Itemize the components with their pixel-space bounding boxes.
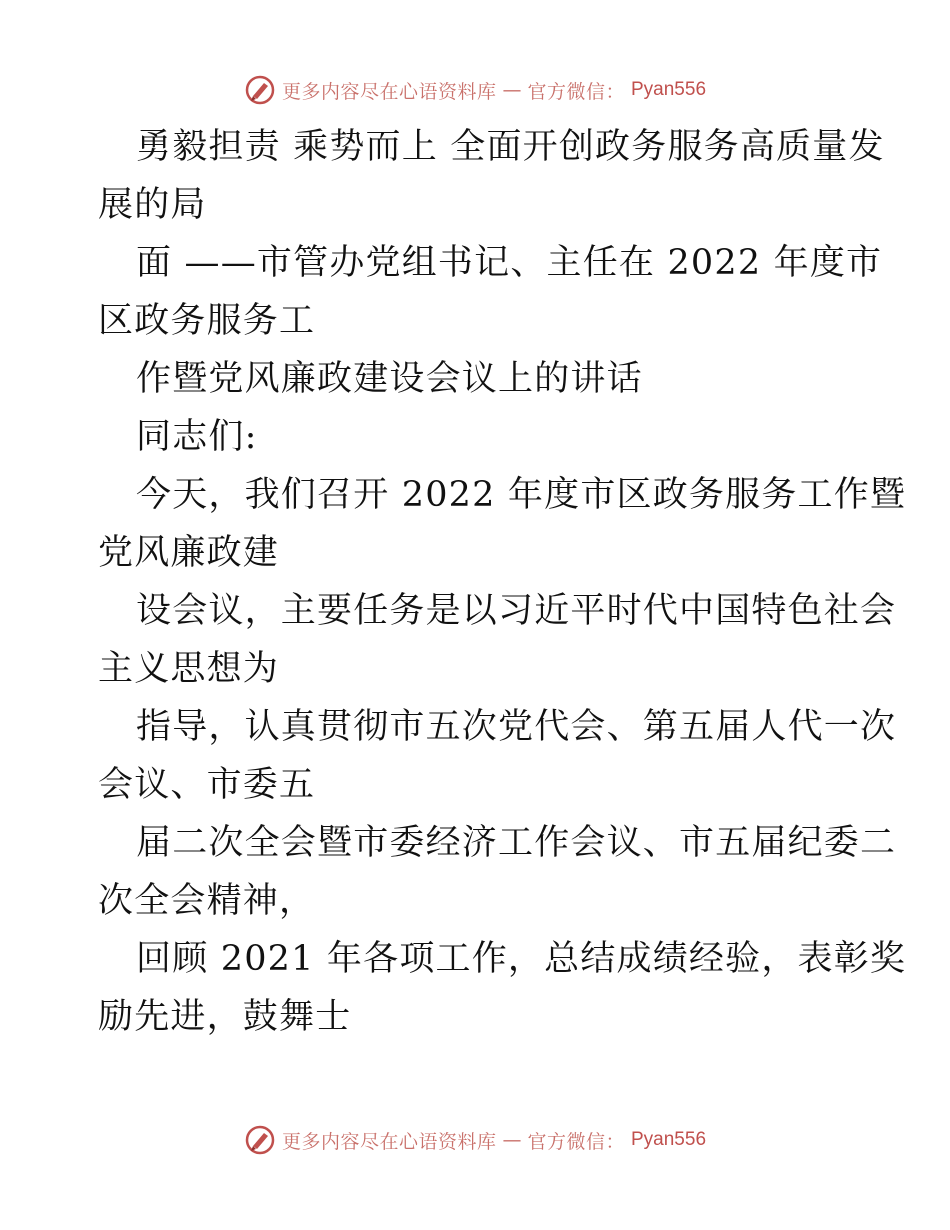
text-line: 区政务服务工 xyxy=(98,301,316,341)
header-watermark xyxy=(0,70,950,110)
text-line: 次全会精神， xyxy=(98,881,316,921)
watermark-wechat-label: 官方微信： xyxy=(527,80,625,103)
pen-seal-logo-icon xyxy=(244,1124,276,1156)
text-line: 今天，我们召开 2022 年度市区政务服务工作暨 xyxy=(136,475,907,515)
watermark-text: 更多内容尽在心语资料库 xyxy=(281,1130,497,1153)
text-line: 展的局 xyxy=(98,185,207,225)
watermark-wechat-id: Pyan556 xyxy=(631,1129,707,1150)
text-line: 指导，认真贯彻市五次党代会、第五届人代一次 xyxy=(136,707,897,747)
footer-watermark xyxy=(0,1120,950,1160)
text-line: 面 ——市管办党组书记、主任在 2022 年度市 xyxy=(136,243,883,283)
text-line: 设会议，主要任务是以习近平时代中国特色社会 xyxy=(136,591,897,631)
watermark-wechat-label: 官方微信： xyxy=(527,1130,625,1153)
watermark-text: 更多内容尽在心语资料库 xyxy=(281,80,497,103)
watermark-wechat-id: Pyan556 xyxy=(631,79,707,100)
watermark-separator: — xyxy=(502,79,522,101)
text-line: 会议、市委五 xyxy=(98,765,316,805)
text-line: 励先进，鼓舞士 xyxy=(98,997,352,1037)
text-line: 作暨党风廉政建设会议上的讲话 xyxy=(136,359,643,399)
document-body xyxy=(98,118,907,1046)
text-line: 主义思想为 xyxy=(98,649,280,689)
text-line: 届二次全会暨市委经济工作会议、市五届纪委二 xyxy=(136,823,897,863)
watermark-separator: — xyxy=(502,1129,522,1151)
salutation: 同志们: xyxy=(136,417,258,457)
pen-seal-logo-icon xyxy=(244,74,276,106)
text-line: 回顾 2021 年各项工作，总结成绩经验，表彰奖 xyxy=(136,939,907,979)
text-line: 勇毅担责 乘势而上 全面开创政务服务高质量发 xyxy=(136,127,885,167)
text-line: 党风廉政建 xyxy=(98,533,280,573)
